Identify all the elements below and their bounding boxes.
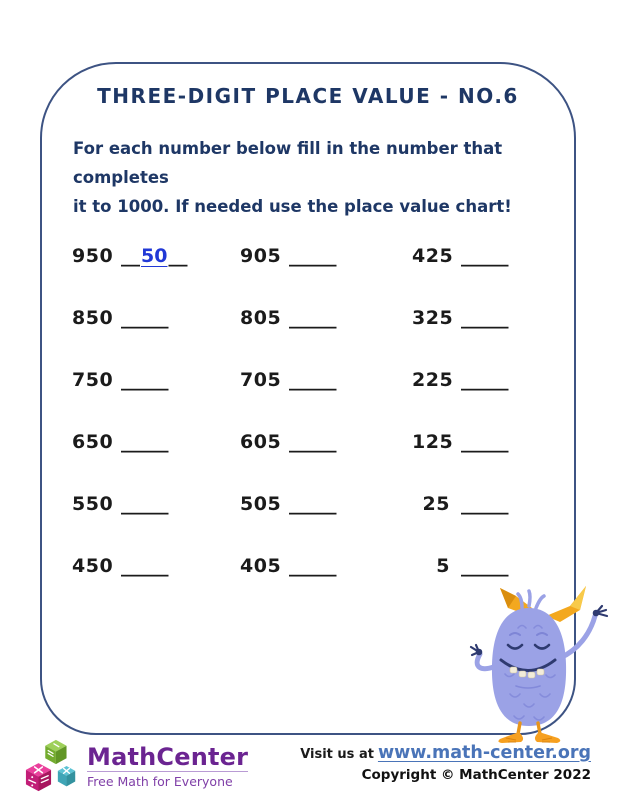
teal-die xyxy=(58,766,75,786)
answer-blank[interactable] xyxy=(289,431,339,453)
given-number: 5 xyxy=(436,555,450,577)
blank-line: _____ xyxy=(461,369,509,391)
answer-value xyxy=(169,369,171,391)
worksheet-item xyxy=(412,431,511,453)
worksheet-item xyxy=(240,555,408,577)
answer-value xyxy=(509,369,511,391)
answer-blank[interactable] xyxy=(121,431,171,453)
given-number: 405 xyxy=(240,555,282,577)
blank-line: __ xyxy=(121,245,140,267)
given-number: 650 xyxy=(72,431,114,453)
green-die xyxy=(45,740,66,764)
blank-line: _____ xyxy=(121,369,169,391)
given-number: 425 xyxy=(412,245,454,267)
grid-row xyxy=(72,473,552,535)
worksheet-item xyxy=(240,369,408,391)
worksheet-item xyxy=(72,493,240,515)
grid-row xyxy=(72,411,552,473)
answer-value xyxy=(337,307,339,329)
answer-blank[interactable] xyxy=(289,369,339,391)
blank-line: _____ xyxy=(121,555,169,577)
given-number: 805 xyxy=(240,307,282,329)
answer-blank[interactable] xyxy=(461,431,511,453)
worksheet-item xyxy=(240,307,408,329)
answer-blank[interactable] xyxy=(289,555,339,577)
answer-blank[interactable] xyxy=(289,307,339,329)
blank-line: _____ xyxy=(461,307,509,329)
answer-value xyxy=(509,245,511,267)
given-number: 750 xyxy=(72,369,114,391)
answer-blank[interactable] xyxy=(121,555,171,577)
answer-value xyxy=(337,245,339,267)
given-number: 905 xyxy=(240,245,282,267)
blank-line: _____ xyxy=(121,307,169,329)
page-title: THREE-DIGIT PLACE VALUE - NO.6 xyxy=(97,84,519,108)
answer-blank[interactable] xyxy=(461,555,511,577)
answer-value xyxy=(337,369,339,391)
answer-value xyxy=(337,555,339,577)
blank-line: _____ xyxy=(121,431,169,453)
blank-line: _____ xyxy=(289,431,337,453)
monster-body xyxy=(492,608,566,726)
worksheet-item xyxy=(240,245,408,267)
blank-line: _____ xyxy=(121,493,169,515)
blank-line: __ xyxy=(168,245,188,267)
given-number: 505 xyxy=(240,493,282,515)
worksheet-item xyxy=(412,245,511,267)
given-number: 605 xyxy=(240,431,282,453)
worksheet-item xyxy=(240,493,408,515)
answer-value xyxy=(509,307,511,329)
worksheet-item xyxy=(72,307,240,329)
blank-line: _____ xyxy=(461,245,509,267)
given-number: 325 xyxy=(412,307,454,329)
answer-blank[interactable] xyxy=(461,493,511,515)
visit-label: Visit us at xyxy=(300,747,374,762)
foot-left xyxy=(498,732,523,743)
given-number: 225 xyxy=(412,369,454,391)
answer-value xyxy=(337,431,339,453)
mathcenter-dice-icon xyxy=(24,738,82,796)
instruction-line-1: For each number below fill in the number that completes xyxy=(73,139,503,187)
blank-line: _____ xyxy=(289,307,337,329)
copyright-text: Copyright © MathCenter 2022 xyxy=(361,767,591,783)
answer-blank[interactable] xyxy=(289,245,339,267)
blank-line: _____ xyxy=(461,431,509,453)
pink-die xyxy=(26,763,51,791)
answer-value xyxy=(509,555,511,577)
visit-block xyxy=(300,743,591,783)
answer-blank[interactable] xyxy=(461,245,511,267)
answer-value xyxy=(337,493,339,515)
grid-row xyxy=(72,287,552,349)
answer-value: 50 xyxy=(141,245,168,267)
arm-right xyxy=(560,616,595,658)
given-number: 705 xyxy=(240,369,282,391)
answer-value xyxy=(169,493,171,515)
worksheet-item xyxy=(72,245,240,267)
answer-blank[interactable] xyxy=(461,369,511,391)
grid-row xyxy=(72,225,552,287)
answer-blank[interactable] xyxy=(289,493,339,515)
logo-divider xyxy=(87,771,248,772)
given-number: 550 xyxy=(72,493,114,515)
grid-row xyxy=(72,349,552,411)
worksheet-item xyxy=(412,555,511,577)
worksheet-item xyxy=(412,369,511,391)
worksheet-item xyxy=(72,555,240,577)
blank-line: _____ xyxy=(289,369,337,391)
instructions xyxy=(73,134,553,221)
given-number: 950 xyxy=(72,245,114,267)
mathcenter-logo[interactable] xyxy=(24,738,248,796)
foot-right xyxy=(535,732,560,743)
given-number: 850 xyxy=(72,307,114,329)
answer-value xyxy=(169,555,171,577)
answer-value xyxy=(509,431,511,453)
given-number: 450 xyxy=(72,555,114,577)
worksheet-item xyxy=(240,431,408,453)
blank-line: _____ xyxy=(461,493,509,515)
monster-mascot-illustration xyxy=(458,576,616,748)
blank-line: _____ xyxy=(289,493,337,515)
blank-line: _____ xyxy=(289,245,337,267)
logo-name: MathCenter xyxy=(87,743,249,771)
answer-value xyxy=(169,307,171,329)
worksheet-item xyxy=(72,431,240,453)
worksheet-item xyxy=(412,493,511,515)
answer-value xyxy=(169,431,171,453)
instruction-line-2: it to 1000. If needed use the place value chart! xyxy=(73,197,512,216)
logo-tagline: Free Math for Everyone xyxy=(87,774,233,789)
answer-blank[interactable] xyxy=(121,307,171,329)
answer-blank[interactable] xyxy=(461,307,511,329)
blank-line: _____ xyxy=(289,555,337,577)
worksheet-item xyxy=(72,369,240,391)
worksheet-item xyxy=(412,307,511,329)
horn-right-shade xyxy=(570,586,586,610)
answer-blank[interactable] xyxy=(121,245,187,267)
blank-line: _____ xyxy=(461,555,509,577)
answer-value xyxy=(509,493,511,515)
answer-blank[interactable] xyxy=(121,369,171,391)
website-link[interactable]: www.math-center.org xyxy=(377,743,591,763)
answer-blank[interactable] xyxy=(121,493,171,515)
given-number: 125 xyxy=(412,431,454,453)
given-number: 25 xyxy=(422,493,450,515)
number-grid xyxy=(72,225,552,597)
